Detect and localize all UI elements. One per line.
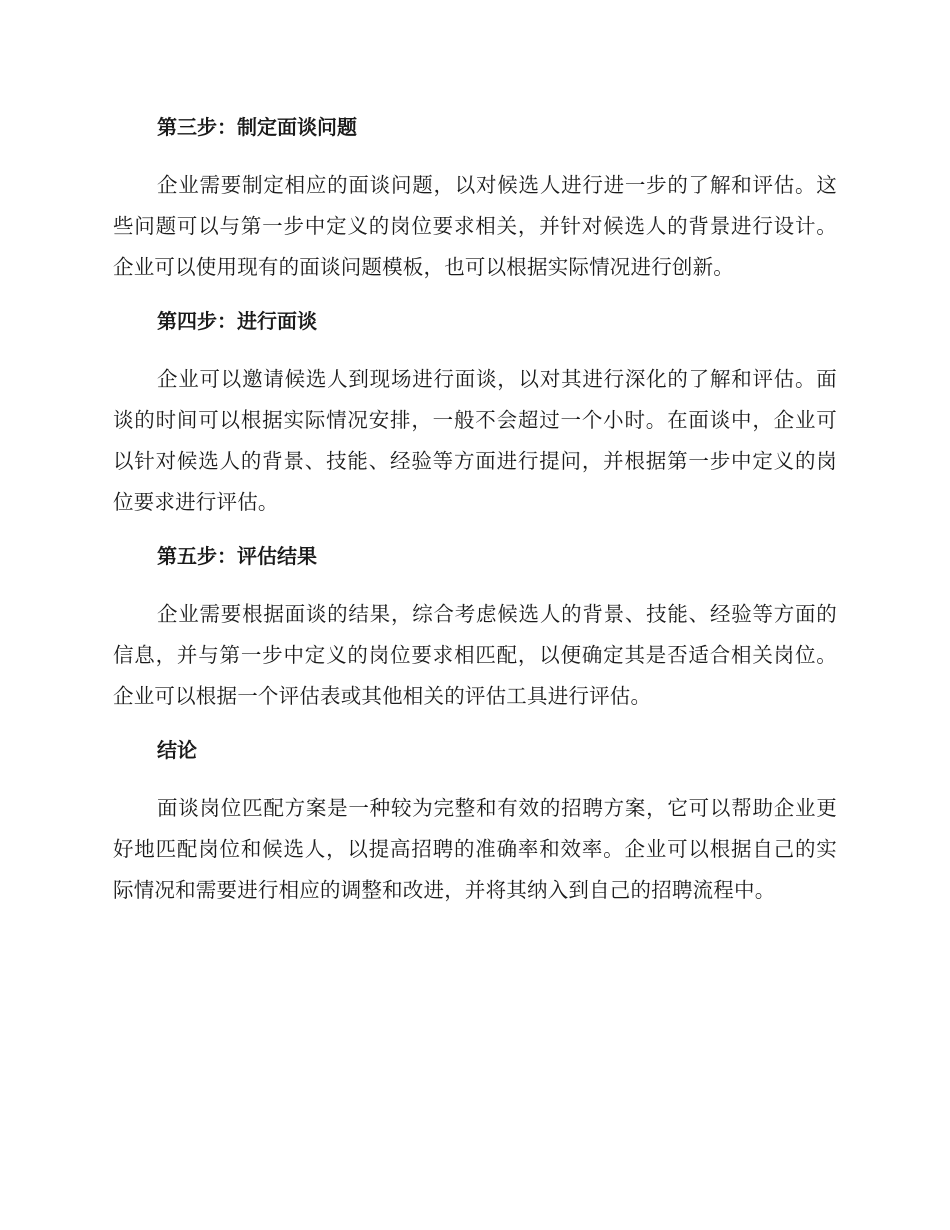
section-heading: 第三步：制定面谈问题	[157, 115, 357, 139]
section-paragraph: 企业需要制定相应的面谈问题，以对候选人进行进一步的了解和评估。这些问题可以与第一步中定义的岗位要求相关，并针对候选人的背景进行设计。企业可以使用现有的面谈问题模板，也可以根据实际情况进行创新。	[113, 173, 837, 279]
section-paragraph: 面谈岗位匹配方案是一种较为完整和有效的招聘方案，它可以帮助企业更好地匹配岗位和候选人，以提高招聘的准确率和效率。企业可以根据自己的实际情况和需要进行相应的调整和改进，并将其纳入到自己的招聘流程中。	[113, 796, 837, 902]
section-heading: 第四步：进行面谈	[157, 309, 317, 333]
section-heading: 第五步：评估结果	[157, 544, 317, 568]
section-heading: 结论	[157, 738, 197, 762]
section-step-five	[113, 535, 837, 717]
section-paragraph: 企业可以邀请候选人到现场进行面谈，以对其进行深化的了解和评估。面谈的时间可以根据实际情况安排，一般不会超过一个小时。在面谈中，企业可以针对候选人的背景、技能、经验等方面进行提问，并根据第一步中定义的岗位要求进行评估。	[113, 367, 837, 514]
section-paragraph: 企业需要根据面谈的结果，综合考虑候选人的背景、技能、经验等方面的信息，并与第一步中定义的岗位要求相匹配，以便确定其是否适合相关岗位。企业可以根据一个评估表或其他相关的评估工具进行评估。	[113, 602, 837, 708]
section-step-three	[113, 106, 837, 288]
section-conclusion	[113, 729, 837, 911]
document-page	[113, 106, 837, 923]
section-step-four	[113, 300, 837, 523]
